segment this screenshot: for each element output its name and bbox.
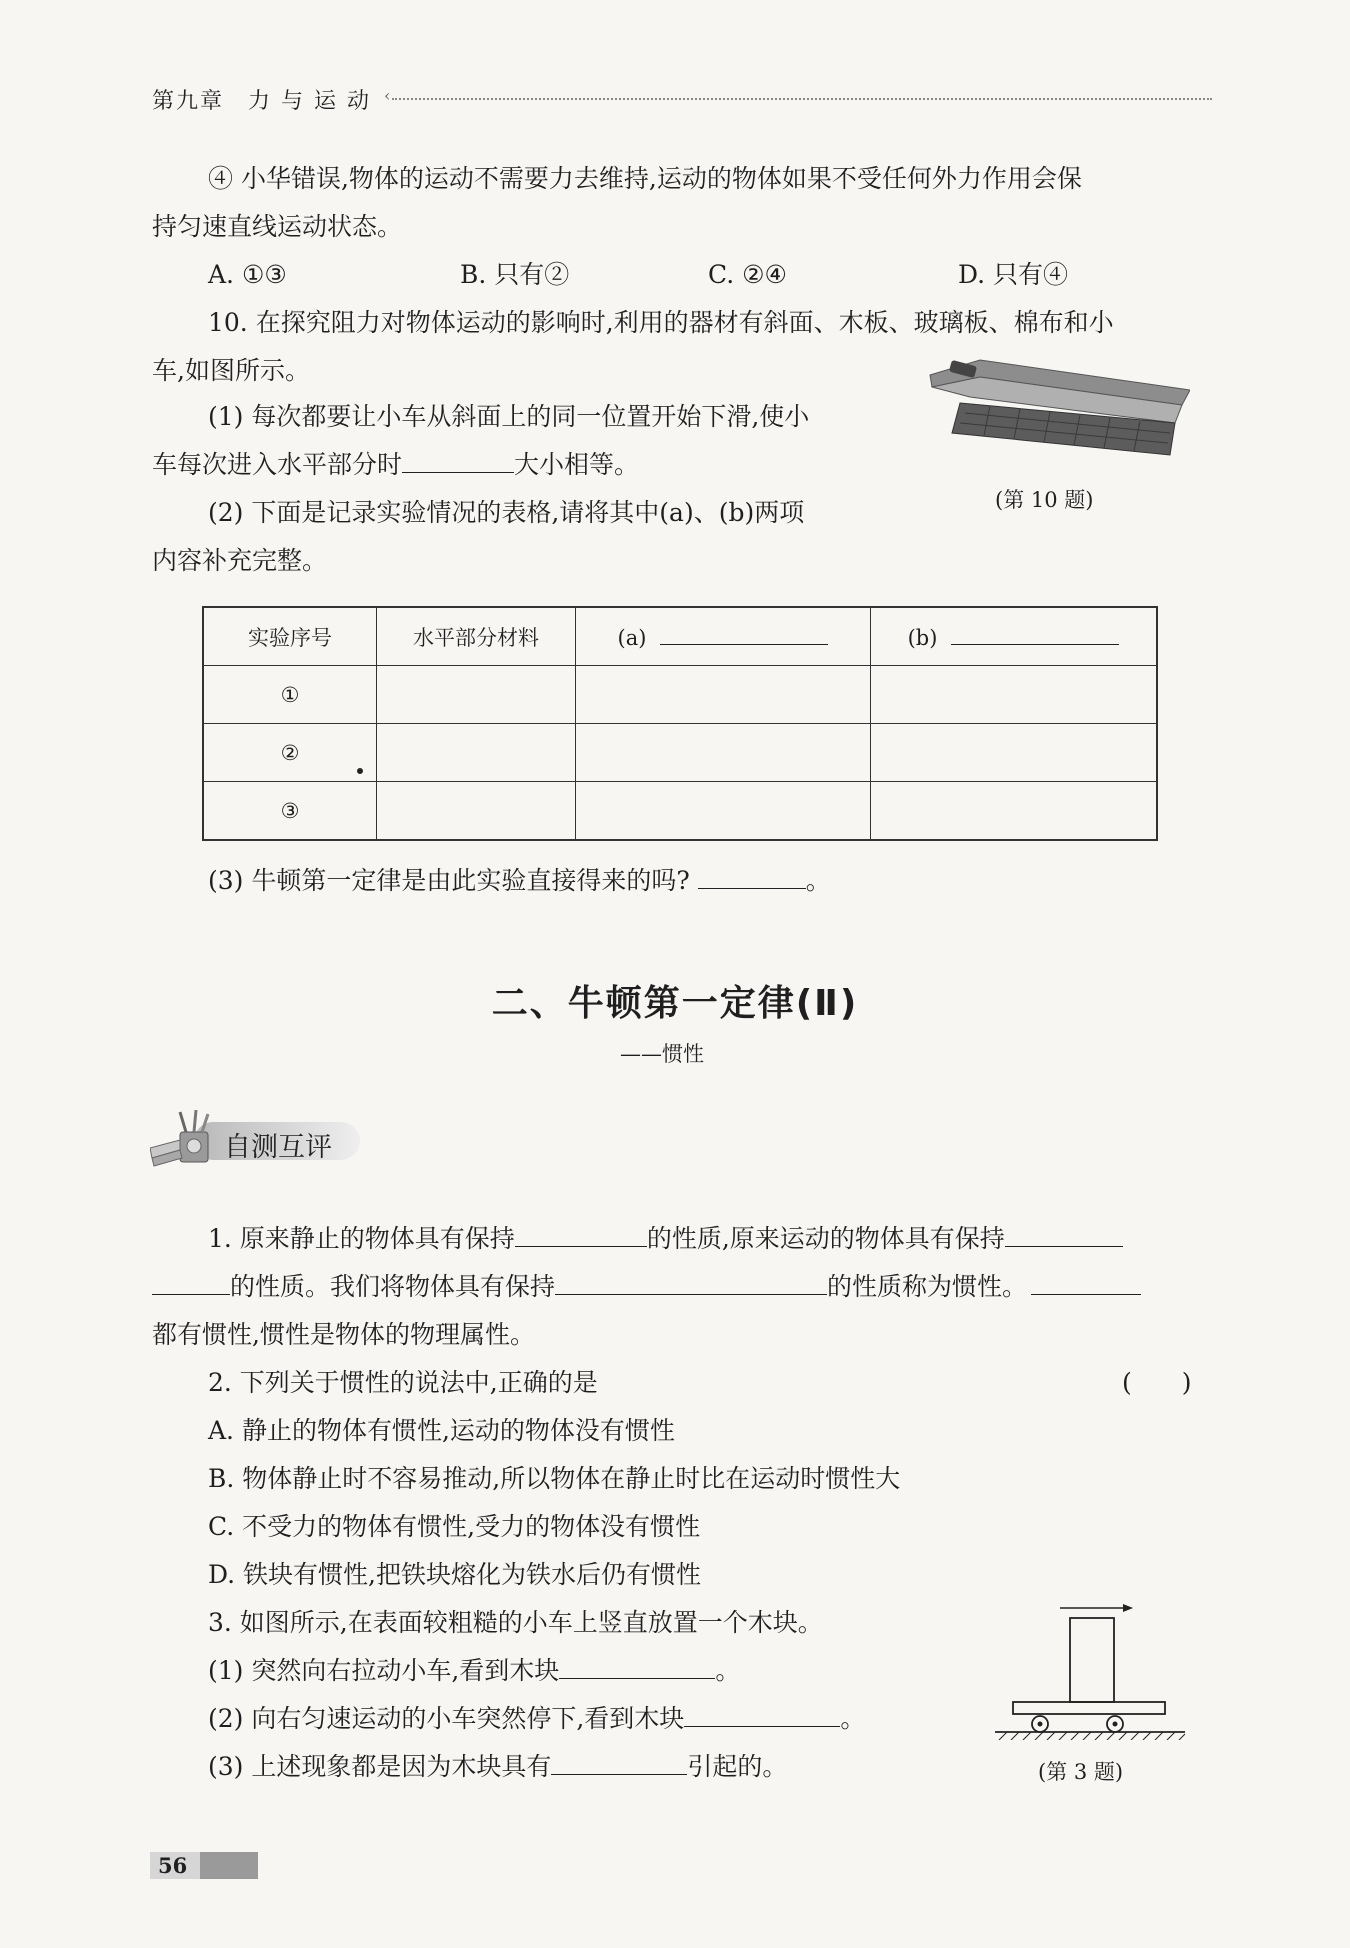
s2-answer-bracket[interactable]: ( ) [1122,1368,1192,1397]
header-surface-material: 水平部分材料 [377,607,576,666]
table-cell[interactable] [871,724,1158,782]
header-arrow-icon: ‹ [384,86,391,105]
q10-part1-blank[interactable] [402,448,514,473]
table-row [203,724,1157,782]
q10-part3-pre: (3) 牛顿第一定律是由此实验直接得来的吗? [208,866,690,895]
table-cell[interactable] [377,782,576,841]
s2-option-b: B. 物体静止时不容易推动,所以物体在静止时比在运动时惯性大 [208,1464,901,1493]
table-header-row [203,607,1157,666]
s2-stem: 2. 下列关于惯性的说法中,正确的是 [208,1368,598,1397]
trial-number-cell: ③ [203,782,377,841]
page-number: 56 [158,1853,188,1878]
incline-apparatus-figure [920,355,1190,475]
table-cell[interactable] [871,666,1158,724]
s1-line2: 的性质。我们将物体具有保持 的性质称为惯性。 [152,1270,1141,1304]
q9-item4-line2: 持匀速直线运动状态。 [152,212,403,241]
header-dotted-rule [392,98,1212,100]
figure-10-caption: (第 10 题) [995,488,1094,512]
cart-block-figure [985,1600,1195,1740]
pencil-cup-icon [180,1110,208,1162]
q10-part1-pre: 车每次进入水平部分时 [152,450,403,479]
s3-part1: (1) 突然向右拉动小车,看到木块 。 [208,1656,741,1685]
table-cell[interactable] [576,782,871,841]
q9-option-b: B. 只有② [460,260,570,289]
trial-number-cell: ② [203,724,377,782]
table-cell[interactable] [576,666,871,724]
q10-part1-line2 [152,448,639,482]
table-cell[interactable] [377,666,576,724]
header-blank-a[interactable]: (a) [576,607,871,666]
right-arrow-icon [1123,1604,1133,1612]
chapter-header: 第九章 力 与 运 动 [152,89,371,114]
table-row [203,782,1157,841]
s1-blank2[interactable] [1005,1222,1123,1247]
table-cell[interactable] [871,782,1158,841]
s3-part3: (3) 上述现象都是因为木块具有 引起的。 [208,1752,788,1781]
experiment-record-table [202,606,1158,841]
stray-dot [357,768,363,774]
q9-option-a: A. ①③ [208,260,287,289]
q10-part3-post: 。 [805,866,831,895]
q10-stem-line1: 10. 在探究阻力对物体运动的影响时,利用的器材有斜面、木板、玻璃板、棉布和小 [208,308,1114,337]
s1-blank3[interactable] [555,1270,827,1295]
q10-part3-line [208,864,831,898]
table-cell[interactable] [576,724,871,782]
q9-option-d: D. 只有④ [958,260,1069,289]
header-trial-number: 实验序号 [203,607,377,666]
s2-option-c: C. 不受力的物体有惯性,受力的物体没有惯性 [208,1512,701,1541]
header-blank-b[interactable]: (b) [871,607,1158,666]
table-cell[interactable] [377,724,576,782]
s2-option-a: A. 静止的物体有惯性,运动的物体没有惯性 [208,1416,675,1445]
s1-line3: 都有惯性,惯性是物体的物理属性。 [152,1320,535,1349]
s1-line1: 1. 原来静止的物体具有保持 的性质,原来运动的物体具有保持 [208,1222,1123,1256]
q10-part1-line1: (1) 每次都要让小车从斜面上的同一位置开始下滑,使小 [208,402,810,431]
s3-blank2[interactable] [684,1702,840,1727]
s3-blank3[interactable] [551,1750,687,1775]
section-title: 二、牛顿第一定律(Ⅱ) [491,983,859,1024]
q10-part3-blank[interactable] [698,864,806,889]
q10-stem-line2: 车,如图所示。 [152,356,310,385]
q9-item4-line1: ④ 小华错误,物体的运动不需要力去维持,运动的物体如果不受任何外力作用会保 [208,164,1082,193]
books-icon [150,1140,182,1166]
s1-blank2-cont[interactable] [152,1270,230,1295]
q10-part2-line1: (2) 下面是记录实验情况的表格,请将其中(a)、(b)两项 [208,498,805,527]
s3-stem: 3. 如图所示,在表面较粗糙的小车上竖直放置一个木块。 [208,1608,823,1637]
s3-part2: (2) 向右匀速运动的小车突然停下,看到木块 。 [208,1704,866,1733]
q10-part1-post: 大小相等。 [514,450,640,479]
s1-blank4[interactable] [1031,1270,1141,1295]
s3-blank1[interactable] [559,1654,715,1679]
section-subtitle: ——惯性 [620,1042,704,1066]
s2-option-d: D. 铁块有惯性,把铁块熔化为铁水后仍有惯性 [208,1560,701,1589]
q9-option-c: C. ②④ [708,260,787,289]
self-test-label: 自测互评 [224,1132,332,1163]
table-row [203,666,1157,724]
figure-3-caption: (第 3 题) [1038,1760,1124,1784]
s1-blank1[interactable] [515,1222,647,1247]
trial-number-cell: ① [203,666,377,724]
q10-part2-line2: 内容补充完整。 [152,546,328,575]
